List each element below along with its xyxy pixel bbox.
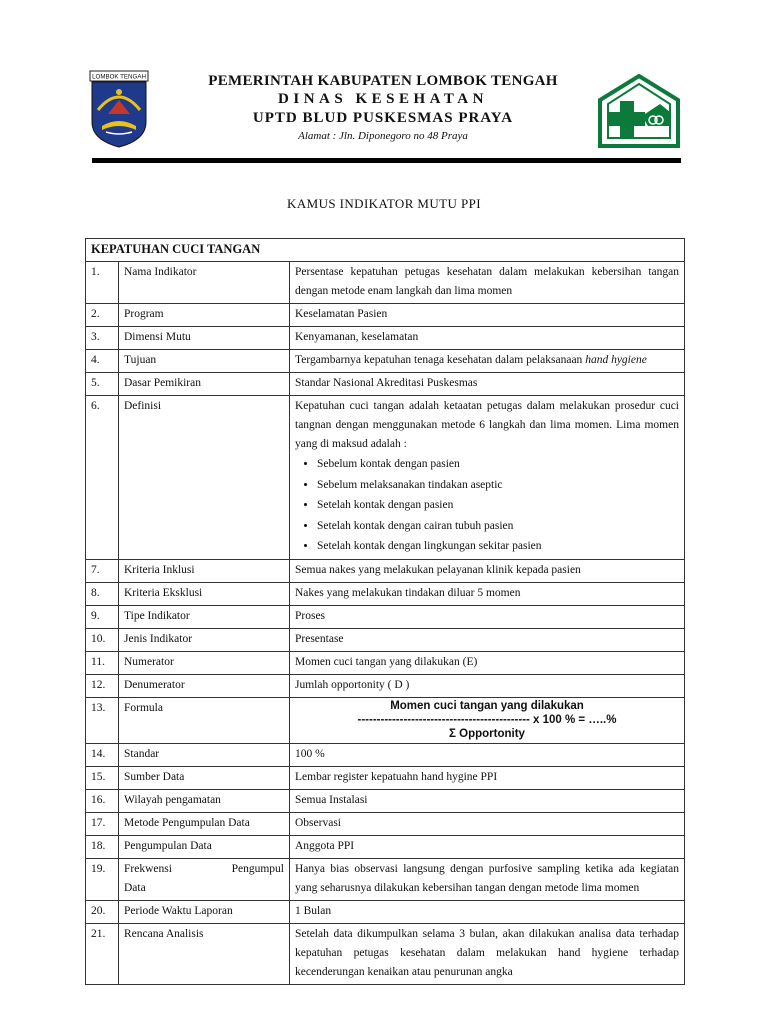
row-value-text [295,328,679,347]
row-value-text [295,791,679,810]
row-number: 21. [86,923,119,984]
row-value-text [295,768,679,787]
row-label: Wilayah pengamatan [119,789,290,812]
table-row [86,835,685,858]
row-value-text [295,653,679,672]
row-value [290,766,685,789]
row-label: Denumerator [119,674,290,697]
letterhead-line-unit: UPTD BLUD PUSKESMAS PRAYA [252,110,514,126]
table-row [86,262,685,304]
row-label: Pengumpulan Data [119,835,290,858]
formula-denominator: Σ Opportonity [449,727,525,740]
table-row [86,628,685,651]
row-number: 5. [86,373,119,396]
row-number: 17. [86,812,119,835]
row-number: 12. [86,674,119,697]
row-value [290,923,685,984]
row-value [290,858,685,900]
row-value [290,373,685,396]
list-item: • Sebelum kontak dengan pasien [317,454,679,475]
row-value [290,262,685,304]
row-value-text [295,630,679,649]
row-number: 18. [86,835,119,858]
row-value-main: Observasi [295,816,341,829]
row-value-main: Lembar register kepatuahn hand hygine PPI [295,770,498,783]
table-row [86,651,685,674]
row-label: Definisi [119,396,290,560]
row-number: 2. [86,304,119,327]
row-value-main: Momen cuci tangan yang dilakukan (E) [295,655,478,668]
row-value [290,396,685,560]
table-row [86,373,685,396]
row-value-main: Semua nakes yang melakukan pelayanan klinik kepada pasien [295,563,581,576]
table-row [86,605,685,628]
letterhead-line-government: PEMERINTAH KABUPATEN LOMBOK TENGAH [208,73,558,89]
row-value-main: Persentase kepatuhan petugas kesehatan dalam melakukan kebersihan tangan dengan metode enam langkah dan lima momen [295,266,679,297]
table-row [86,900,685,923]
row-label-right: Pengumpul [231,862,284,875]
row-value-main: 100 % [295,747,325,760]
row-value [290,835,685,858]
emblem-caption: LOMBOK TENGAH [92,73,146,81]
row-label: Numerator [119,651,290,674]
row-number: 16. [86,789,119,812]
row-label [119,858,290,900]
table-row [86,559,685,582]
row-label: Tipe Indikator [119,605,290,628]
row-value-main: Kepatuhan cuci tangan adalah ketaatan petugas dalam melakukan prosedur cuci tangnan dengan menggunakan metode 6 langkah dan lima momen. Lima momen yang di maksud adalah : [295,400,679,450]
row-label: Nama Indikator [119,262,290,304]
row-value [290,582,685,605]
puskesmas-logo-icon [598,74,680,148]
row-number: 9. [86,605,119,628]
list-item: • Setelah kontak dengan cairan tubuh pasien [317,516,679,537]
row-value-italic: hand hygiene [585,354,647,366]
row-value [290,674,685,697]
row-value-main: Keselamatan Pasien [295,308,388,320]
table-row [86,396,685,560]
row-label: Periode Waktu Laporan [119,900,290,923]
row-value-main: Kenyamanan, keselamatan [295,331,419,343]
row-value-text [295,374,679,393]
table-row [86,858,685,900]
row-number: 6. [86,396,119,560]
row-label-line [124,860,284,879]
row-number: 1. [86,262,119,304]
row-value-main: Standar Nasional Akreditasi Puskesmas [295,377,478,389]
row-value-text [295,676,679,695]
formula-line: --------------------------------------------- x 100 % = …..% [357,713,617,726]
row-value-main: Anggota PPI [295,839,355,852]
list-item: • Setelah kontak dengan lingkungan sekitar pasien [317,536,679,557]
row-value [290,789,685,812]
list-item: • Sebelum melaksanakan tindakan aseptic [317,475,679,496]
formula [295,699,679,741]
row-number: 19. [86,858,119,900]
row-value-text [295,925,679,982]
table-row [86,674,685,697]
row-value-main: Proses [295,609,326,622]
row-value-main: Presentase [295,632,344,645]
table-row [86,582,685,605]
row-value-main: Semua Instalasi [295,793,368,806]
table-row [86,743,685,766]
letterhead-line-office: DINAS KESEHATAN [278,91,488,107]
row-value-main: 1 Bulan [295,904,332,917]
row-value-text [295,745,679,764]
row-value [290,900,685,923]
row-value-main: Hanya bias observasi langsung dengan purfosive sampling ketika ada kegiatan yang seharusnya dilakukan kebersihan tangan dengan metode lima momen [295,862,679,894]
row-value-text [295,837,679,856]
row-label: Metode Pengumpulan Data [119,812,290,835]
formula-numerator: Momen cuci tangan yang dilakukan [390,699,584,712]
row-label: Kriteria Eksklusi [119,582,290,605]
row-number: 14. [86,743,119,766]
row-value-main: Tergambarnya kepatuhan tenaga kesehatan dalam pelaksanaan [295,354,583,366]
letterhead-divider [92,158,681,163]
row-value [290,327,685,350]
row-number: 7. [86,559,119,582]
row-number: 3. [86,327,119,350]
row-value [290,743,685,766]
row-label: Program [119,304,290,327]
document-title: KAMUS INDIKATOR MUTU PPI [287,196,481,211]
row-value [290,559,685,582]
row-value [290,651,685,674]
row-value-text [295,397,679,454]
list-item: • Setelah kontak dengan pasien [317,495,679,516]
row-value-text [295,263,679,301]
row-number: 10. [86,628,119,651]
row-value-text [295,814,679,833]
row-number: 8. [86,582,119,605]
row-number: 11. [86,651,119,674]
row-value-text [295,584,679,603]
row-value-text [295,902,679,921]
row-number: 20. [86,900,119,923]
row-value [290,697,685,743]
row-label: Dasar Pemikiran [119,373,290,396]
row-label: Rencana Analisis [119,923,290,984]
letterhead [158,72,608,144]
row-value-text [295,305,679,324]
row-value-main: Nakes yang melakukan tindakan diluar 5 momen [295,586,521,599]
row-label: Jenis Indikator [119,628,290,651]
table-row [86,304,685,327]
row-number: 13. [86,697,119,743]
row-label: Tujuan [119,350,290,373]
row-value-text [295,351,679,370]
row-value-main: Jumlah opportonity ( D ) [295,678,410,691]
row-number: 15. [86,766,119,789]
row-label: Sumber Data [119,766,290,789]
table-row [86,766,685,789]
row-value [290,605,685,628]
section-heading: KEPATUHAN CUCI TANGAN [86,239,685,262]
row-value-text [295,561,679,580]
row-label-line2: Data [124,881,146,894]
row-value [290,304,685,327]
row-value [290,350,685,373]
table-row [86,350,685,373]
row-label: Dimensi Mutu [119,327,290,350]
table-row [86,923,685,984]
row-label: Formula [119,697,290,743]
lombok-tengah-emblem-icon [88,70,150,148]
table-row [86,789,685,812]
row-label: Standar [119,743,290,766]
row-value-text [295,607,679,626]
indicator-table [85,238,685,985]
row-label-left: Frekwensi [124,862,172,875]
moment-list [295,454,679,557]
row-value [290,812,685,835]
row-value-main: Setelah data dikumpulkan selama 3 bulan, akan dilakukan analisa data terhadap kepatuhan petugas kesehatan dalam melakukan hand hygiene terhadap kecenderungan kenaikan atau penurunan angka [295,927,679,978]
row-value [290,628,685,651]
table-row [86,327,685,350]
letterhead-address: Alamat : Jln. Diponegoro no 48 Praya [298,130,468,142]
table-row [86,812,685,835]
row-label: Kriteria Inklusi [119,559,290,582]
table-row [86,697,685,743]
row-value-text [295,860,679,898]
row-number: 4. [86,350,119,373]
